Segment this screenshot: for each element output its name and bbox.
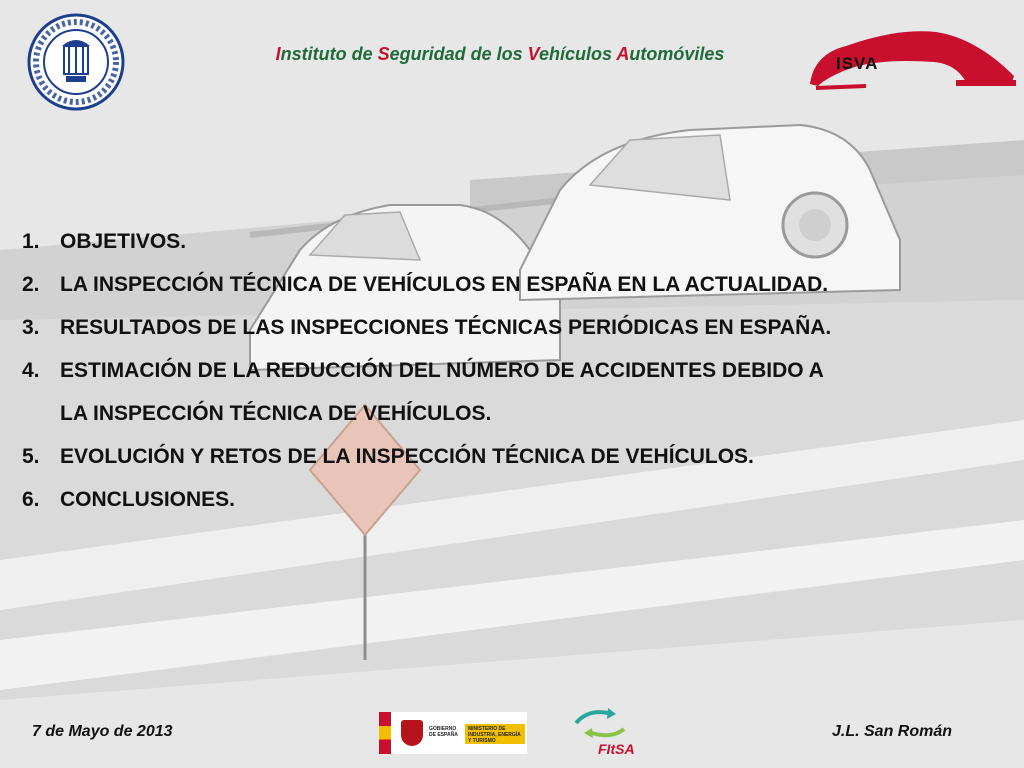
agenda-item	[22, 263, 831, 306]
spain-flag-icon	[379, 712, 391, 754]
title-part: V	[527, 44, 539, 64]
title-part: I	[275, 44, 281, 64]
agenda-item-text: OBJETIVOS.	[60, 230, 187, 253]
agenda-item	[22, 349, 831, 392]
agenda-list	[22, 220, 831, 521]
title-part: S	[377, 44, 390, 64]
fitsa-logo-text: FItSA	[598, 741, 635, 757]
agenda-item-text: EVOLUCIÓN Y RETOS DE LA INSPECCIÓN TÉCNICA DE VEHÍCULOS.	[60, 445, 754, 468]
agenda-item-text: LA INSPECCIÓN TÉCNICA DE VEHÍCULOS EN ESPAÑA EN LA ACTUALIDAD.	[60, 273, 829, 296]
title-part: utomóviles	[629, 44, 725, 64]
ministry-text: MINISTERIO DE INDUSTRIA, ENERGÍA Y TURISMO	[465, 724, 525, 744]
agenda-item-number: 5.	[22, 445, 40, 468]
gov-text: GOBIERNO DE ESPAÑA	[429, 726, 458, 738]
agenda-item	[22, 220, 831, 263]
footer-date: 7 de Mayo de 2013	[32, 723, 173, 740]
footer-author: J.L. San Román	[832, 723, 953, 740]
agenda-item-number: 3.	[22, 316, 40, 339]
agenda-item-number: 4.	[22, 359, 40, 382]
agenda-item-text: RESULTADOS DE LAS INSPECCIONES TÉCNICAS PERIÓDICAS EN ESPAÑA.	[60, 316, 832, 339]
title-part: ehículos	[539, 44, 617, 64]
coat-of-arms-icon	[401, 720, 423, 746]
title-part: nstituto de	[280, 44, 378, 64]
agenda-item	[22, 306, 831, 349]
agenda-item-text: LA INSPECCIÓN TÉCNICA DE VEHÍCULOS.	[60, 402, 492, 425]
agenda-item	[22, 478, 831, 521]
agenda-item-number: 2.	[22, 273, 40, 296]
agenda-item	[22, 435, 831, 478]
university-seal-icon	[26, 12, 126, 112]
agenda-item-text: CONCLUSIONES.	[60, 488, 236, 511]
government-logo	[379, 712, 527, 754]
agenda-item-number: 1.	[22, 230, 40, 253]
arrows-car-icon	[568, 707, 638, 741]
title-part: eguridad de los	[389, 44, 528, 64]
isva-logo-text: ISVA	[836, 54, 879, 73]
agenda-item-continuation	[22, 392, 831, 435]
title-part: A	[616, 44, 630, 64]
agenda-item-number: 6.	[22, 488, 40, 511]
agenda-item-text: ESTIMACIÓN DE LA REDUCCIÓN DEL NÚMERO DE ACCIDENTES DEBIDO A	[60, 359, 824, 382]
